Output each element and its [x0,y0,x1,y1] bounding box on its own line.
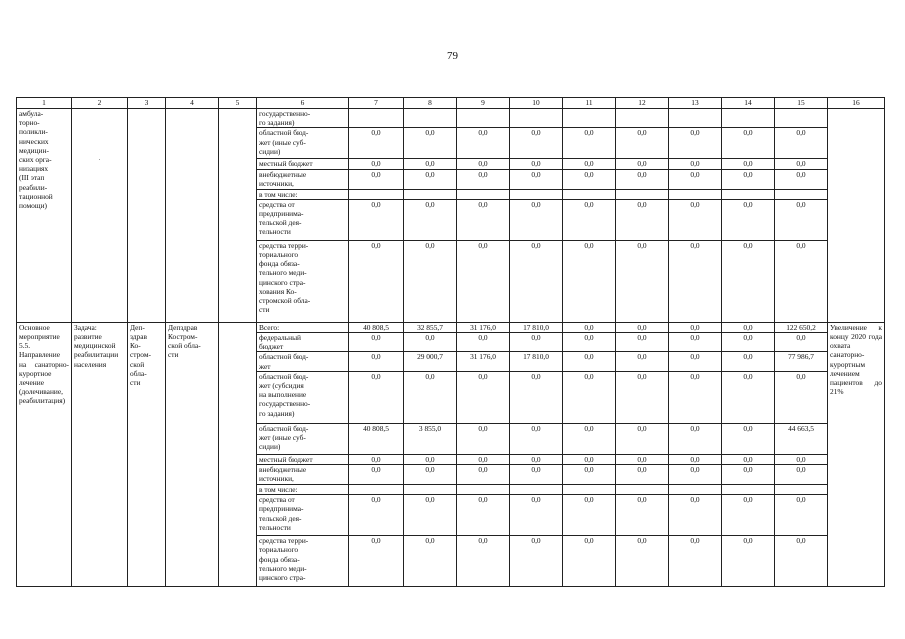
value-cell: 122 650,2 [775,322,828,332]
funding-source-cell: федеральный бюджет [257,333,349,352]
value-cell: 0,0 [510,465,563,485]
value-cell: 0,0 [457,240,510,322]
value-cell: 0,0 [510,199,563,240]
value-cell: 0,0 [510,495,563,536]
funding-source-cell: Всего: [257,322,349,332]
value-cell: 0,0 [669,423,722,454]
value-cell: 0,0 [349,352,404,371]
value-cell: 0,0 [669,333,722,352]
value-cell [775,109,828,128]
funding-source-cell: в том числе: [257,189,349,199]
value-cell: 0,0 [722,159,775,169]
value-cell: 32 855,7 [404,322,457,332]
funding-source-cell: областной бюд- жет (иные суб- сидии) [257,423,349,454]
value-cell [616,485,669,495]
value-cell [563,109,616,128]
value-cell [457,189,510,199]
value-cell [669,189,722,199]
value-cell: 0,0 [669,454,722,464]
funding-source-cell: местный бюджет [257,454,349,464]
value-cell: 40 808,5 [349,423,404,454]
funding-source-cell: в том числе: [257,485,349,495]
funding-source-cell: местный бюджет [257,159,349,169]
funding-source-cell: внебюджетные источники, [257,169,349,189]
value-cell: 0,0 [457,333,510,352]
value-cell: 0,0 [669,322,722,332]
funding-table [16,97,885,587]
column-header: 6 [257,98,349,109]
column-header: 11 [563,98,616,109]
column-header: 4 [166,98,219,109]
value-cell [349,189,404,199]
result-cell [828,109,885,323]
value-cell: 0,0 [616,322,669,332]
value-cell: 0,0 [563,352,616,371]
value-cell: 0,0 [510,128,563,159]
executor-cell [128,109,166,323]
column-header: 14 [722,98,775,109]
value-cell: 0,0 [616,333,669,352]
page-number: 79 [447,50,458,62]
value-cell: 0,0 [775,371,828,423]
column-header: 1 [17,98,72,109]
funding-source-cell: областной бюд- жет [257,352,349,371]
value-cell: 0,0 [722,322,775,332]
value-cell: 0,0 [404,371,457,423]
column-header: 7 [349,98,404,109]
value-cell: 31 176,0 [457,322,510,332]
value-cell [349,109,404,128]
value-cell: 0,0 [775,495,828,536]
value-cell: 0,0 [722,371,775,423]
value-cell [722,189,775,199]
value-cell: 0,0 [616,465,669,485]
value-cell: 0,0 [775,159,828,169]
column-header: 8 [404,98,457,109]
value-cell: 31 176,0 [457,352,510,371]
responsible-cell [166,109,219,323]
value-cell: 0,0 [510,536,563,587]
value-cell: 0,0 [669,495,722,536]
value-cell [563,485,616,495]
funding-source-cell: средства от предпринима- тельской дея- тельности [257,495,349,536]
value-cell: 0,0 [563,240,616,322]
value-cell: 0,0 [349,199,404,240]
task-cell: Задача: развитие медицинской реабилитации населения [72,322,128,586]
table-row [17,109,885,128]
value-cell: 17 810,0 [510,352,563,371]
value-cell: 0,0 [616,128,669,159]
executor-cell: Деп- здрав Ко- стром- ской обла- сти [128,322,166,586]
value-cell: 0,0 [404,240,457,322]
value-cell: 0,0 [616,352,669,371]
funding-source-cell: областной бюд- жет (иные суб- сидии) [257,128,349,159]
value-cell: 0,0 [457,454,510,464]
value-cell: 0,0 [616,536,669,587]
table-row [17,322,885,332]
value-cell: 0,0 [510,371,563,423]
column-header: 3 [128,98,166,109]
value-cell: 0,0 [563,199,616,240]
value-cell: 0,0 [563,333,616,352]
funding-source-cell: средства терри- ториального фонда обяза- тельного меди- цинского стра- хования Ко- стромской обла- сти [257,240,349,322]
value-cell: 77 986,7 [775,352,828,371]
value-cell: 0,0 [349,159,404,169]
empty-col5-cell [219,109,257,323]
value-cell [404,189,457,199]
funding-source-cell: внебюджетные источники, [257,465,349,485]
value-cell: 29 000,7 [404,352,457,371]
value-cell: 0,0 [404,159,457,169]
value-cell: 44 663,5 [775,423,828,454]
value-cell: 0,0 [669,128,722,159]
value-cell: 0,0 [457,128,510,159]
result-cell: Увеличение к концу 2020 года охвата санаторно-курортным лечением пациентов до 21% [828,322,885,586]
value-cell: 0,0 [563,159,616,169]
value-cell [722,485,775,495]
value-cell [404,109,457,128]
funding-source-cell: областной бюд- жет (субсидия на выполнение государственно- го задания) [257,371,349,423]
value-cell: 0,0 [510,333,563,352]
value-cell: 0,0 [669,159,722,169]
value-cell: 0,0 [563,128,616,159]
value-cell: 0,0 [669,465,722,485]
column-header: 15 [775,98,828,109]
value-cell: 0,0 [722,465,775,485]
value-cell [722,109,775,128]
value-cell: 0,0 [616,159,669,169]
column-header-row [17,98,885,109]
value-cell: 0,0 [775,199,828,240]
value-cell [775,485,828,495]
funding-source-cell: средства терри- ториального фонда обяза- тельного меди- цинского стра- [257,536,349,587]
value-cell: 0,0 [457,371,510,423]
value-cell: 0,0 [404,495,457,536]
column-header: 5 [219,98,257,109]
value-cell: 0,0 [563,495,616,536]
value-cell: 0,0 [722,454,775,464]
value-cell: 0,0 [669,352,722,371]
value-cell: 0,0 [349,128,404,159]
value-cell: 0,0 [775,536,828,587]
value-cell: 0,0 [722,495,775,536]
value-cell: 0,0 [616,371,669,423]
value-cell [775,189,828,199]
value-cell [510,189,563,199]
value-cell: 0,0 [349,495,404,536]
value-cell: 0,0 [722,352,775,371]
value-cell [616,189,669,199]
value-cell: 0,0 [563,169,616,189]
value-cell: 0,0 [775,169,828,189]
value-cell: 0,0 [457,159,510,169]
value-cell: 0,0 [563,322,616,332]
value-cell [349,485,404,495]
value-cell: 0,0 [404,465,457,485]
value-cell: 0,0 [669,371,722,423]
value-cell: 0,0 [722,240,775,322]
value-cell: 0,0 [722,423,775,454]
value-cell: 0,0 [775,240,828,322]
value-cell: 0,0 [775,465,828,485]
column-header: 2 [72,98,128,109]
value-cell: 0,0 [510,423,563,454]
value-cell: 0,0 [349,465,404,485]
value-cell: 0,0 [404,128,457,159]
value-cell: 0,0 [404,169,457,189]
value-cell: 0,0 [669,169,722,189]
column-header: 13 [669,98,722,109]
value-cell [510,109,563,128]
value-cell: 0,0 [722,128,775,159]
value-cell: 40 808,5 [349,322,404,332]
value-cell: 0,0 [349,454,404,464]
value-cell: 0,0 [616,495,669,536]
value-cell: 0,0 [563,536,616,587]
value-cell: 0,0 [722,199,775,240]
value-cell: 0,0 [457,536,510,587]
value-cell: 0,0 [349,169,404,189]
value-cell: 0,0 [457,465,510,485]
activity-name-cell: амбула- торно- поликли- нических медицин- ских орга- низациях (III этап реабили- тационной помощи) [17,109,72,323]
empty-col5-cell [219,322,257,586]
value-cell: 0,0 [669,240,722,322]
value-cell: 0,0 [510,159,563,169]
value-cell: 0,0 [669,536,722,587]
value-cell: 0,0 [616,199,669,240]
value-cell [510,485,563,495]
value-cell: 0,0 [563,371,616,423]
column-header: 16 [828,98,885,109]
value-cell: 0,0 [616,240,669,322]
value-cell: 0,0 [349,536,404,587]
value-cell: 0,0 [457,495,510,536]
scan-mark: · [98,155,101,164]
value-cell: 3 855,0 [404,423,457,454]
value-cell: 0,0 [563,465,616,485]
value-cell: 0,0 [722,169,775,189]
value-cell: 0,0 [510,240,563,322]
column-header: 10 [510,98,563,109]
value-cell: 0,0 [775,454,828,464]
value-cell: 0,0 [404,333,457,352]
value-cell: 0,0 [349,240,404,322]
value-cell [616,109,669,128]
column-header: 12 [616,98,669,109]
value-cell [457,485,510,495]
value-cell: 0,0 [457,423,510,454]
value-cell [669,485,722,495]
value-cell: 0,0 [404,454,457,464]
value-cell: 0,0 [722,536,775,587]
value-cell: 0,0 [457,199,510,240]
funding-source-cell: средства от предпринима- тельской дея- тельности [257,199,349,240]
value-cell: 0,0 [349,371,404,423]
value-cell [669,109,722,128]
value-cell: 0,0 [510,454,563,464]
value-cell: 0,0 [457,169,510,189]
activity-name-cell: Основное мероприятие 5.5. Направление на санаторно-курортное лечение (долечивание, реабилитация) [17,322,72,586]
value-cell: 0,0 [616,454,669,464]
value-cell: 0,0 [775,128,828,159]
value-cell: 0,0 [563,423,616,454]
funding-source-cell: государственно- го задания) [257,109,349,128]
column-header: 9 [457,98,510,109]
value-cell: 0,0 [722,333,775,352]
value-cell: 0,0 [404,199,457,240]
task-cell [72,109,128,323]
value-cell: 17 810,0 [510,322,563,332]
value-cell [563,189,616,199]
value-cell: 0,0 [563,454,616,464]
value-cell: 0,0 [775,333,828,352]
value-cell: 0,0 [669,199,722,240]
value-cell: 0,0 [349,333,404,352]
value-cell: 0,0 [616,169,669,189]
value-cell: 0,0 [510,169,563,189]
value-cell [404,485,457,495]
responsible-cell: Депздрав Костром- ской обла- сти [166,322,219,586]
value-cell: 0,0 [404,536,457,587]
value-cell: 0,0 [616,423,669,454]
value-cell [457,109,510,128]
